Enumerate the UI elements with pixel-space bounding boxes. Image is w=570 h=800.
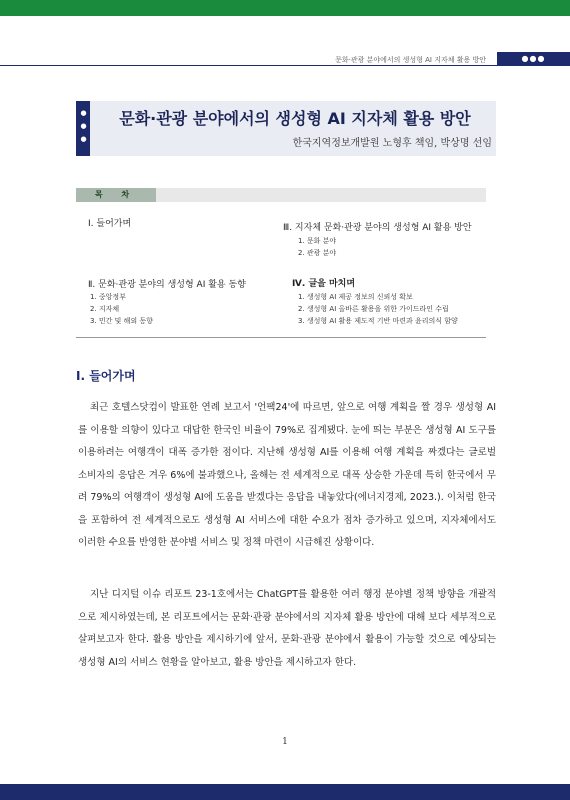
top-green-bar <box>0 0 570 16</box>
toc-section-3-item[interactable]: 2. 관광 분야 <box>298 249 337 257</box>
title-side-marker <box>76 101 90 156</box>
document-authors: 한국지역정보개발원 노형후 책임, 박상명 선임 <box>292 138 492 149</box>
body-paragraph-1: 최근 호텔스닷컴이 발표한 연례 보고서 '언팩24'에 따르면, 앞으로 여행 계획을 짤 경우 생성형 AI를 이용할 의향이 있다고 대답한 한국인 비율이 79%로 집계됐다. 눈에 띄는 부분은 생성형 AI 도구를 이용하려는 여행객이 대폭 증가한 점이다. 지난해 생성형 AI를 이용해 여행 계획을 짜겠다는 글로벌 소비자의 응답은 겨우 6%에 불과했으나, 올해는 전 세계적으로 대폭 상승한 가운데 특히 한국에서 무려 79%의 여행객이 생성형 AI에 도움을 받겠다는 응답을 내놓았다(에너지경제, 2023.). 이처럼 한국을 포함하여 전 세계적으로도 생성형 AI 서비스에 대한 수요가 점차 증가하고 있으며, 지자체에서도 이러한 수요를 반영한 분야별 서비스 및 정책 마련이 시급해진 상황이다. <box>78 402 496 548</box>
toc-section-2-item[interactable]: 2. 지자체 <box>90 305 120 313</box>
toc-section-4-item[interactable]: 2. 생성형 AI 올바른 활용을 위한 가이드라인 수립 <box>298 305 449 313</box>
bottom-navy-bar <box>0 784 570 800</box>
toc-section-1[interactable]: Ⅰ. 들어가며 <box>88 219 132 229</box>
section-heading: Ⅰ. 들어가며 <box>76 369 136 383</box>
document-title: 문화·관광 분야에서의 생성형 AI 지자체 활용 방안 <box>119 109 471 128</box>
toc-section-4-item[interactable]: 1. 생성형 AI 제공 정보의 신뢰성 확보 <box>298 293 413 301</box>
toc-section-3[interactable]: Ⅲ. 지자체 문화·관광 분야의 생성형 AI 활용 방안 <box>283 223 472 233</box>
running-header: 문화·관광 분야에서의 생성형 AI 지자체 활용 방안 <box>335 56 486 64</box>
page-number: 1 <box>282 737 288 747</box>
toc-section-2-item[interactable]: 3. 민간 및 해외 동향 <box>90 317 153 325</box>
header-rule <box>0 65 570 66</box>
toc-section-4[interactable]: Ⅳ. 글을 마치며 <box>292 279 356 289</box>
toc-section-4-item[interactable]: 3. 생성형 AI 활용 제도적 기반 마련과 윤리의식 함양 <box>298 317 458 325</box>
toc-label: 목 차 <box>76 188 156 202</box>
header-dots-badge: ●●● <box>497 52 570 65</box>
toc-section-3-item[interactable]: 1. 문화 분야 <box>298 237 337 245</box>
toc-bottom-rule <box>76 337 486 338</box>
toc-section-2-item[interactable]: 1. 중앙정부 <box>90 293 126 301</box>
toc-section-2[interactable]: Ⅱ. 문화·관광 분야의 생성형 AI 활용 동향 <box>88 280 246 290</box>
body-paragraph-2: 지난 디지털 이슈 리포트 23-1호에서는 ChatGPT를 활용한 여러 행정 분야별 정책 방향을 개괄적으로 제시하였는데, 본 리포트에서는 문화·관광 분야에서의 지자체 활용 방안에 대해 보다 세부적으로 살펴보고자 한다. 활용 방안을 제시하기에 앞서, 문화·관광 분야에서 활용이 가능할 것으로 예상되는 생성형 AI의 서비스 현황을 알아보고, 활용 방안을 제시하고자 한다. <box>78 589 496 668</box>
title-side-dots: ●●● <box>79 109 88 148</box>
